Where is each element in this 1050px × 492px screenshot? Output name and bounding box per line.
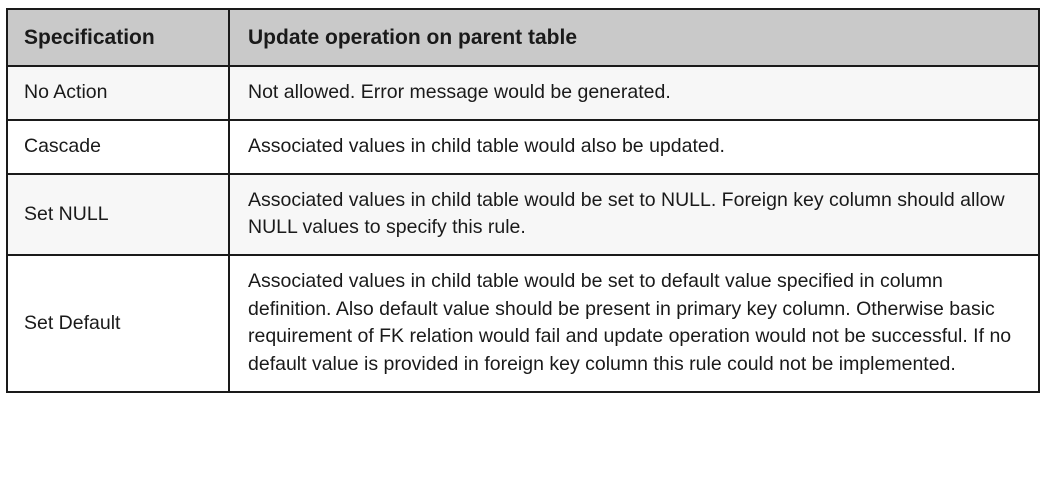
cell-operation-set-default: Associated values in child table would be set to default value specified in column definition. Also default value should be present in primary key column. Otherwise basic requirement of FK relation would fail and update operation would not be successful. If no default value is provided in foreign key column this rule could not be implemented. [229,255,1039,392]
table-row [7,174,1039,255]
cell-operation-cascade: Associated values in child table would also be updated. [229,120,1039,174]
table-body [7,66,1039,392]
table-row [7,255,1039,392]
cell-specification-no-action: No Action [7,66,229,120]
table-row [7,66,1039,120]
cell-operation-no-action: Not allowed. Error message would be generated. [229,66,1039,120]
cell-specification-set-null: Set NULL [7,174,229,255]
cell-specification-set-default: Set Default [7,255,229,392]
table-header [7,9,1039,66]
cell-operation-set-null: Associated values in child table would be set to NULL. Foreign key column should allow NULL values to specify this rule. [229,174,1039,255]
column-header-operation: Update operation on parent table [229,9,1039,66]
foreign-key-update-rules-table [6,8,1040,393]
table-row [7,120,1039,174]
column-header-specification: Specification [7,9,229,66]
cell-specification-cascade: Cascade [7,120,229,174]
table-header-row [7,9,1039,66]
